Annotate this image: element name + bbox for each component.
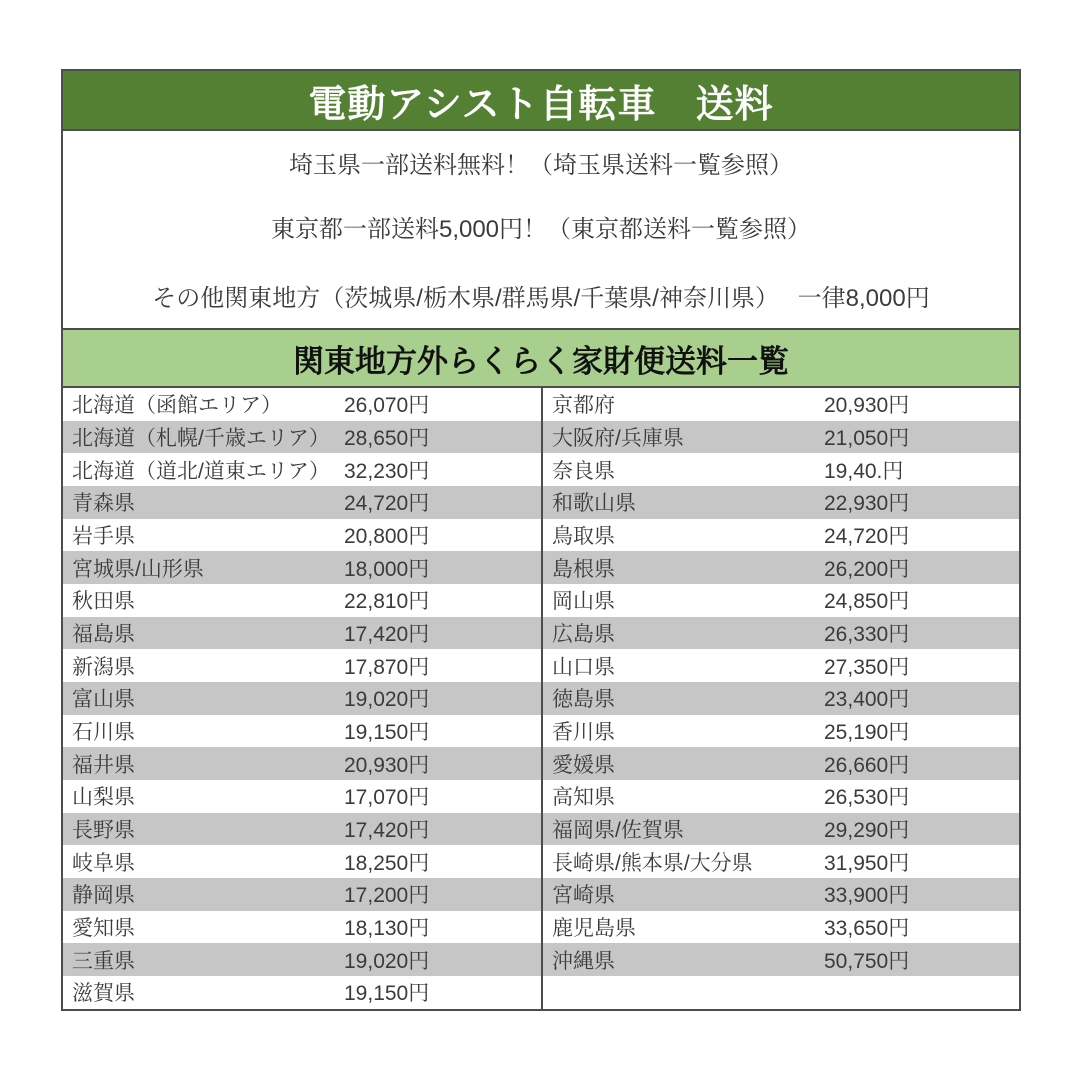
price-value: 22,810円 bbox=[344, 590, 430, 614]
table-row bbox=[543, 682, 1019, 715]
table-right-column bbox=[541, 388, 1019, 1009]
region-label: 山口県 bbox=[552, 655, 615, 679]
region-label: 香川県 bbox=[552, 721, 615, 745]
region-label: 宮崎県 bbox=[552, 884, 615, 908]
region-label: 大阪府/兵庫県 bbox=[552, 427, 684, 450]
table-row bbox=[543, 780, 1019, 813]
region-label: 宮城県/山形県 bbox=[72, 557, 204, 581]
price-value: 18,250円 bbox=[344, 851, 430, 875]
table-row bbox=[63, 486, 541, 519]
region-label: 福岡県/佐賀県 bbox=[552, 819, 684, 843]
table-row bbox=[63, 780, 541, 813]
table-row bbox=[543, 388, 1019, 421]
price-value: 17,870円 bbox=[344, 655, 430, 679]
table-row bbox=[63, 453, 541, 486]
table-row bbox=[543, 519, 1019, 552]
price-value: 24,850円 bbox=[824, 590, 910, 614]
region-label: 岡山県 bbox=[552, 590, 615, 614]
table-row bbox=[63, 421, 541, 454]
price-value: 28,650円 bbox=[344, 427, 430, 450]
region-label: 山梨県 bbox=[72, 786, 135, 810]
region-label: 島根県 bbox=[552, 557, 615, 581]
note-saitama: 埼玉県一部送料無料！（埼玉県送料一覧参照） bbox=[289, 152, 793, 179]
table-row bbox=[63, 584, 541, 617]
price-value: 31,950円 bbox=[824, 851, 910, 875]
price-value: 32,230円 bbox=[344, 459, 430, 483]
price-value: 24,720円 bbox=[824, 525, 910, 549]
price-value: 20,930円 bbox=[344, 753, 430, 777]
price-value: 23,400円 bbox=[824, 688, 910, 712]
region-label: 鹿児島県 bbox=[552, 917, 636, 941]
table-row bbox=[543, 486, 1019, 519]
region-label: 新潟県 bbox=[72, 655, 135, 679]
table-row bbox=[63, 617, 541, 650]
price-value: 19,40.円 bbox=[824, 459, 904, 483]
table-row bbox=[543, 976, 1019, 1009]
note-tokyo: 東京都一部送料5,000円！（東京都送料一覧参照） bbox=[270, 216, 812, 244]
region-label: 三重県 bbox=[72, 949, 135, 973]
table-row bbox=[543, 943, 1019, 976]
table-left-column bbox=[63, 388, 541, 1009]
table-row bbox=[63, 976, 541, 1009]
price-value: 22,930円 bbox=[824, 492, 910, 516]
region-label: 石川県 bbox=[72, 721, 135, 745]
price-value: 19,020円 bbox=[344, 949, 430, 973]
region-label: 岩手県 bbox=[72, 525, 135, 549]
region-label: 岐阜県 bbox=[72, 851, 135, 875]
price-value: 18,000円 bbox=[344, 557, 430, 581]
price-value: 20,930円 bbox=[824, 394, 910, 418]
price-value: 26,070円 bbox=[344, 394, 430, 418]
table-row bbox=[543, 747, 1019, 780]
price-value: 33,650円 bbox=[824, 917, 910, 941]
price-value: 26,530円 bbox=[824, 786, 910, 810]
region-label: 秋田県 bbox=[72, 590, 135, 614]
table-row bbox=[543, 453, 1019, 486]
page-title: 電動アシスト自転車 送料 bbox=[63, 71, 1019, 131]
region-label: 滋賀県 bbox=[72, 982, 135, 1006]
content-box bbox=[61, 69, 1021, 1011]
region-label: 静岡県 bbox=[72, 884, 135, 908]
price-value: 50,750円 bbox=[824, 949, 910, 973]
region-label: 奈良県 bbox=[552, 459, 615, 483]
price-value: 17,070円 bbox=[344, 786, 430, 810]
table-row bbox=[543, 845, 1019, 878]
price-value: 25,190円 bbox=[824, 721, 910, 745]
region-label: 鳥取県 bbox=[552, 525, 615, 549]
price-value: 21,050円 bbox=[824, 427, 910, 450]
table-row bbox=[543, 584, 1019, 617]
region-label: 愛知県 bbox=[72, 917, 135, 941]
price-value: 33,900円 bbox=[824, 884, 910, 908]
table-row bbox=[63, 649, 541, 682]
region-label: 和歌山県 bbox=[552, 492, 636, 516]
note-other-kanto: その他関東地方（茨城県/栃木県/群馬県/千葉県/神奈川県） 一律8,000円 bbox=[152, 284, 930, 312]
region-label: 青森県 bbox=[72, 492, 135, 516]
price-value: 19,150円 bbox=[344, 721, 430, 745]
region-label: 京都府 bbox=[552, 394, 615, 418]
region-label: 長野県 bbox=[72, 819, 135, 843]
table-row bbox=[543, 878, 1019, 911]
notes-section bbox=[63, 131, 1019, 328]
table-row bbox=[63, 747, 541, 780]
region-label: 徳島県 bbox=[552, 688, 615, 712]
table-row bbox=[63, 551, 541, 584]
price-value: 18,130円 bbox=[344, 917, 430, 941]
region-label: 高知県 bbox=[552, 786, 615, 810]
price-value: 24,720円 bbox=[344, 492, 430, 516]
table-row bbox=[543, 911, 1019, 944]
region-label: 長崎県/熊本県/大分県 bbox=[552, 851, 753, 875]
price-value: 19,150円 bbox=[344, 982, 430, 1006]
price-value: 26,330円 bbox=[824, 623, 910, 647]
table-title: 関東地方外らくらく家財便送料一覧 bbox=[63, 328, 1019, 388]
price-value: 17,200円 bbox=[344, 884, 430, 908]
table-row bbox=[543, 813, 1019, 846]
table-row bbox=[63, 943, 541, 976]
region-label: 福島県 bbox=[72, 623, 135, 647]
region-label: 北海道（函館エリア） bbox=[72, 394, 282, 418]
table-row bbox=[543, 715, 1019, 748]
price-value: 19,020円 bbox=[344, 688, 430, 712]
table-row bbox=[63, 911, 541, 944]
price-value: 26,200円 bbox=[824, 557, 910, 581]
table-row bbox=[63, 715, 541, 748]
table-row bbox=[543, 421, 1019, 454]
shipping-table bbox=[63, 388, 1019, 1009]
price-value: 17,420円 bbox=[344, 819, 430, 843]
region-label: 沖縄県 bbox=[552, 949, 615, 973]
price-value: 27,350円 bbox=[824, 655, 910, 679]
table-row bbox=[63, 388, 541, 421]
price-value: 20,800円 bbox=[344, 525, 430, 549]
table-row bbox=[543, 551, 1019, 584]
table-row bbox=[63, 519, 541, 552]
table-row bbox=[63, 845, 541, 878]
table-row bbox=[543, 649, 1019, 682]
table-row bbox=[543, 617, 1019, 650]
table-row bbox=[63, 878, 541, 911]
region-label: 北海道（札幌/千歳エリア） bbox=[72, 427, 330, 450]
region-label: 富山県 bbox=[72, 688, 135, 712]
table-row bbox=[63, 682, 541, 715]
price-value: 29,290円 bbox=[824, 819, 910, 843]
region-label: 北海道（道北/道東エリア） bbox=[72, 459, 330, 483]
region-label: 愛媛県 bbox=[552, 753, 615, 777]
table-row bbox=[63, 813, 541, 846]
price-value: 26,660円 bbox=[824, 753, 910, 777]
price-value: 17,420円 bbox=[344, 623, 430, 647]
region-label: 福井県 bbox=[72, 753, 135, 777]
region-label: 広島県 bbox=[552, 623, 615, 647]
